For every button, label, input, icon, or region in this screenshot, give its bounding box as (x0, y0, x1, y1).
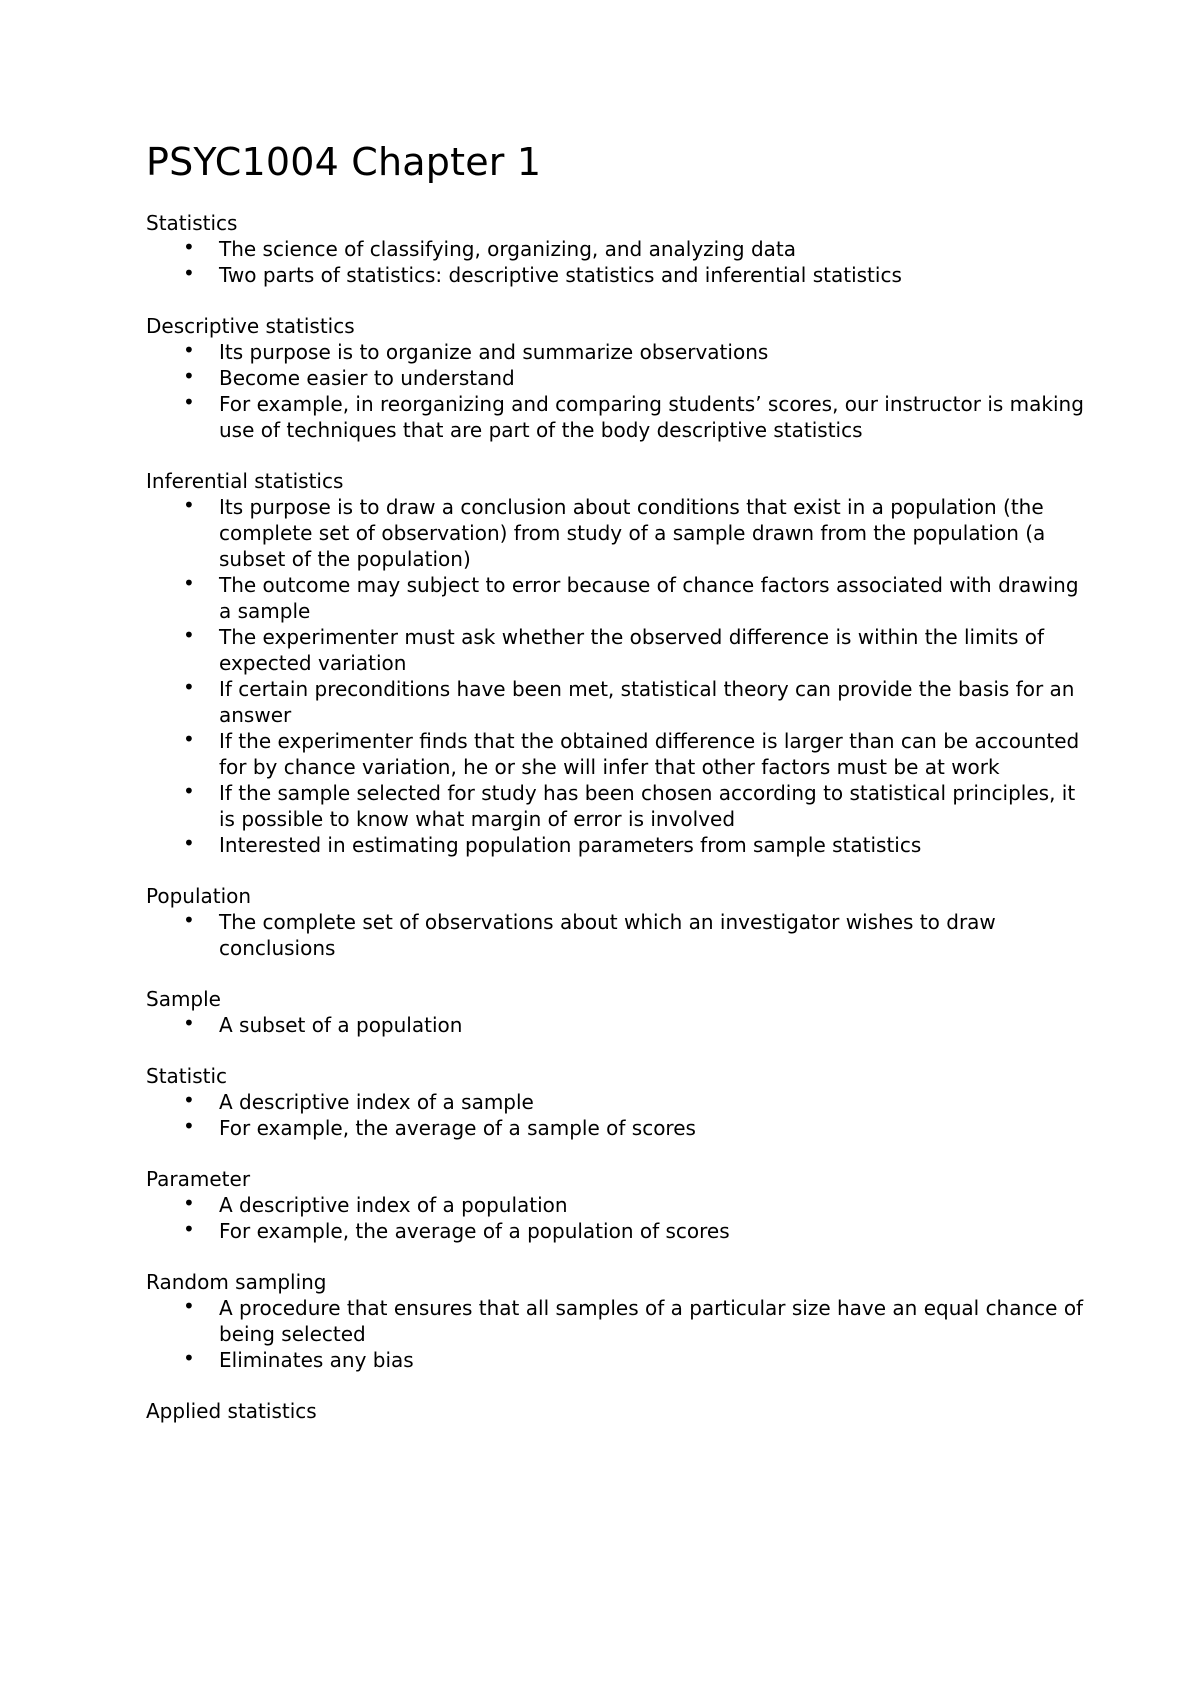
section-heading: Inferential statistics (146, 468, 344, 493)
section-heading: Applied statistics (146, 1398, 317, 1423)
list-item-text: Eliminates any bias (219, 1347, 414, 1372)
list-item (146, 391, 1086, 443)
bullet-icon: • (183, 570, 195, 595)
list-item (146, 236, 1086, 262)
list-item-text: The complete set of observations about which an investigator wishes to draw conclusions (219, 909, 996, 960)
section (146, 468, 1086, 858)
list-item-text: If the experimenter finds that the obtained difference is larger than can be accounted for by chance variation, he or she will infer that other factors must be at work (219, 728, 1080, 779)
document-body (146, 210, 1086, 1424)
section-heading: Statistics (146, 210, 238, 235)
list-item-text: A descriptive index of a population (219, 1192, 568, 1217)
list-item-text: The experimenter must ask whether the observed difference is within the limits of expected variation (219, 624, 1045, 675)
list-item (146, 262, 1086, 288)
bullet-list (146, 339, 1086, 443)
section-heading: Statistic (146, 1063, 228, 1088)
bullet-icon: • (183, 674, 195, 699)
list-item-text: A descriptive index of a sample (219, 1089, 534, 1114)
section (146, 883, 1086, 961)
list-item (146, 1089, 1086, 1115)
document-title: PSYC1004 Chapter 1 (146, 140, 542, 184)
bullet-icon: • (183, 907, 195, 932)
list-item (146, 909, 1086, 961)
list-item (146, 1012, 1086, 1038)
bullet-list (146, 1089, 1086, 1141)
list-item (146, 624, 1086, 676)
list-item (146, 494, 1086, 572)
bullet-icon: • (183, 1010, 195, 1035)
bullet-icon: • (183, 1345, 195, 1370)
list-item-text: For example, the average of a sample of scores (219, 1115, 696, 1140)
bullet-list (146, 1295, 1086, 1373)
list-item (146, 1295, 1086, 1347)
section (146, 1269, 1086, 1373)
bullet-icon: • (183, 492, 195, 517)
list-item (146, 572, 1086, 624)
section-heading: Random sampling (146, 1269, 327, 1294)
bullet-icon: • (183, 726, 195, 751)
section (146, 1063, 1086, 1141)
bullet-icon: • (183, 622, 195, 647)
section-heading: Population (146, 883, 252, 908)
bullet-icon: • (183, 1113, 195, 1138)
list-item-text: For example, in reorganizing and comparing students’ scores, our instructor is making use of techniques that are part of the body descriptive statistics (219, 391, 1084, 442)
section-heading: Sample (146, 986, 221, 1011)
list-item-text: Interested in estimating population parameters from sample statistics (219, 832, 922, 857)
list-item (146, 1115, 1086, 1141)
list-item (146, 728, 1086, 780)
list-item-text: The outcome may subject to error because of chance factors associated with drawing a sample (219, 572, 1079, 623)
list-item (146, 676, 1086, 728)
bullet-list (146, 494, 1086, 858)
bullet-icon: • (183, 234, 195, 259)
bullet-icon: • (183, 337, 195, 362)
bullet-icon: • (183, 389, 195, 414)
section (146, 986, 1086, 1038)
bullet-icon: • (183, 260, 195, 285)
list-item-text: If certain preconditions have been met, statistical theory can provide the basis for an answer (219, 676, 1075, 727)
list-item-text: The science of classifying, organizing, and analyzing data (219, 236, 797, 261)
bullet-list (146, 236, 1086, 288)
list-item (146, 1192, 1086, 1218)
section-heading: Parameter (146, 1166, 251, 1191)
bullet-icon: • (183, 778, 195, 803)
list-item-text: A subset of a population (219, 1012, 463, 1037)
bullet-icon: • (183, 1293, 195, 1318)
bullet-icon: • (183, 1087, 195, 1112)
list-item (146, 1218, 1086, 1244)
section (146, 210, 1086, 288)
list-item-text: Its purpose is to organize and summarize observations (219, 339, 769, 364)
bullet-icon: • (183, 363, 195, 388)
bullet-list (146, 1192, 1086, 1244)
list-item (146, 339, 1086, 365)
section (146, 313, 1086, 443)
list-item (146, 1347, 1086, 1373)
list-item-text: Two parts of statistics: descriptive statistics and inferential statistics (219, 262, 902, 287)
list-item (146, 780, 1086, 832)
section (146, 1166, 1086, 1244)
list-item-text: If the sample selected for study has been chosen according to statistical principles, it is possible to know what margin of error is involved (219, 780, 1076, 831)
list-item-text: For example, the average of a population of scores (219, 1218, 730, 1243)
bullet-icon: • (183, 1190, 195, 1215)
bullet-list (146, 909, 1086, 961)
list-item-text: A procedure that ensures that all samples of a particular size have an equal chance of being selected (219, 1295, 1084, 1346)
list-item-text: Become easier to understand (219, 365, 515, 390)
bullet-icon: • (183, 830, 195, 855)
bullet-list (146, 1012, 1086, 1038)
bullet-icon: • (183, 1216, 195, 1241)
list-item (146, 365, 1086, 391)
list-item (146, 832, 1086, 858)
section-heading: Descriptive statistics (146, 313, 355, 338)
document-page (146, 140, 1086, 1449)
section (146, 1398, 1086, 1424)
list-item-text: Its purpose is to draw a conclusion about conditions that exist in a population (the complete set of observation) from study of a sample drawn from the population (a subset of the population) (219, 494, 1046, 571)
